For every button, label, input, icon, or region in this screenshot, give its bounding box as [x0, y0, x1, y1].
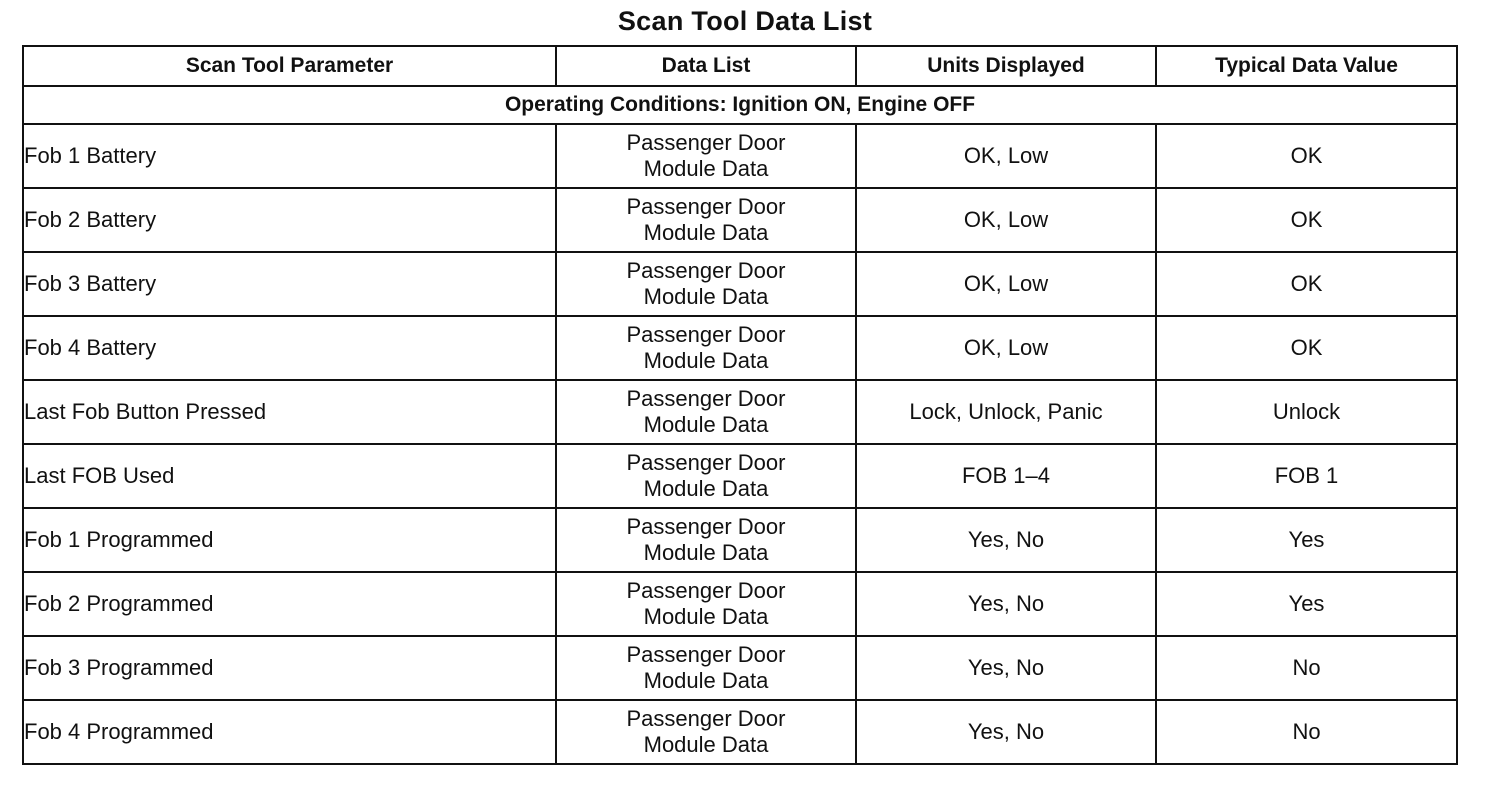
- cell-units-displayed: OK, Low: [856, 252, 1156, 316]
- data-list-line: Module Data: [643, 668, 769, 693]
- data-list-line: Passenger Door: [626, 642, 786, 667]
- cell-scan-tool-parameter: Fob 3 Battery: [23, 252, 556, 316]
- cell-data-list: [556, 508, 856, 572]
- data-list-line: Module Data: [643, 476, 769, 501]
- table-row: [23, 316, 1457, 380]
- cell-data-list: [556, 316, 856, 380]
- cell-units-displayed: Yes, No: [856, 636, 1156, 700]
- cell-units-displayed: OK, Low: [856, 124, 1156, 188]
- header-data-list: Data List: [556, 46, 856, 86]
- data-list-line: Passenger Door: [626, 706, 786, 731]
- cell-typical-data-value: OK: [1156, 188, 1457, 252]
- data-list-line: Passenger Door: [626, 386, 786, 411]
- data-list-line: Module Data: [643, 284, 769, 309]
- cell-data-list: [556, 700, 856, 764]
- data-list-line: Module Data: [643, 604, 769, 629]
- table-row: [23, 636, 1457, 700]
- cell-units-displayed: OK, Low: [856, 188, 1156, 252]
- cell-typical-data-value: OK: [1156, 252, 1457, 316]
- scan-tool-data-table: [22, 45, 1458, 765]
- data-list-line: Passenger Door: [626, 578, 786, 603]
- cell-typical-data-value: Unlock: [1156, 380, 1457, 444]
- header-row: [23, 46, 1457, 86]
- operating-conditions: Operating Conditions: Ignition ON, Engine OFF: [23, 86, 1457, 124]
- table-row: [23, 700, 1457, 764]
- cell-data-list: [556, 124, 856, 188]
- operating-conditions-row: [23, 86, 1457, 124]
- table-row: [23, 188, 1457, 252]
- cell-data-list: [556, 572, 856, 636]
- cell-scan-tool-parameter: Fob 2 Programmed: [23, 572, 556, 636]
- cell-data-list: [556, 444, 856, 508]
- cell-typical-data-value: FOB 1: [1156, 444, 1457, 508]
- table-row: [23, 252, 1457, 316]
- cell-units-displayed: Yes, No: [856, 700, 1156, 764]
- cell-scan-tool-parameter: Fob 1 Programmed: [23, 508, 556, 572]
- data-list-line: Module Data: [643, 156, 769, 181]
- cell-typical-data-value: OK: [1156, 316, 1457, 380]
- cell-scan-tool-parameter: Last Fob Button Pressed: [23, 380, 556, 444]
- table-row: [23, 444, 1457, 508]
- data-list-line: Module Data: [643, 348, 769, 373]
- cell-data-list: [556, 188, 856, 252]
- cell-data-list: [556, 380, 856, 444]
- data-list-line: Module Data: [643, 412, 769, 437]
- cell-scan-tool-parameter: Fob 3 Programmed: [23, 636, 556, 700]
- table-row: [23, 508, 1457, 572]
- data-list-line: Passenger Door: [626, 514, 786, 539]
- data-list-line: Module Data: [643, 540, 769, 565]
- data-list-line: Passenger Door: [626, 258, 786, 283]
- cell-typical-data-value: No: [1156, 700, 1457, 764]
- cell-scan-tool-parameter: Fob 4 Battery: [23, 316, 556, 380]
- page-title: Scan Tool Data List: [617, 6, 873, 36]
- cell-scan-tool-parameter: Fob 2 Battery: [23, 188, 556, 252]
- header-units-displayed: Units Displayed: [856, 46, 1156, 86]
- cell-typical-data-value: OK: [1156, 124, 1457, 188]
- cell-units-displayed: OK, Low: [856, 316, 1156, 380]
- cell-units-displayed: Yes, No: [856, 508, 1156, 572]
- header-scan-tool-parameter: Scan Tool Parameter: [23, 46, 556, 86]
- cell-units-displayed: FOB 1–4: [856, 444, 1156, 508]
- cell-typical-data-value: Yes: [1156, 572, 1457, 636]
- cell-scan-tool-parameter: Fob 1 Battery: [23, 124, 556, 188]
- cell-units-displayed: Lock, Unlock, Panic: [856, 380, 1156, 444]
- cell-units-displayed: Yes, No: [856, 572, 1156, 636]
- table-row: [23, 572, 1457, 636]
- data-list-line: Passenger Door: [626, 450, 786, 475]
- header-typical-data-value: Typical Data Value: [1156, 46, 1457, 86]
- cell-scan-tool-parameter: Fob 4 Programmed: [23, 700, 556, 764]
- data-list-line: Passenger Door: [626, 130, 786, 155]
- data-list-line: Passenger Door: [626, 194, 786, 219]
- table-row: [23, 124, 1457, 188]
- cell-data-list: [556, 636, 856, 700]
- data-list-line: Module Data: [643, 732, 769, 757]
- cell-typical-data-value: No: [1156, 636, 1457, 700]
- data-list-line: Module Data: [643, 220, 769, 245]
- table-row: [23, 380, 1457, 444]
- data-list-line: Passenger Door: [626, 322, 786, 347]
- cell-typical-data-value: Yes: [1156, 508, 1457, 572]
- cell-scan-tool-parameter: Last FOB Used: [23, 444, 556, 508]
- cell-data-list: [556, 252, 856, 316]
